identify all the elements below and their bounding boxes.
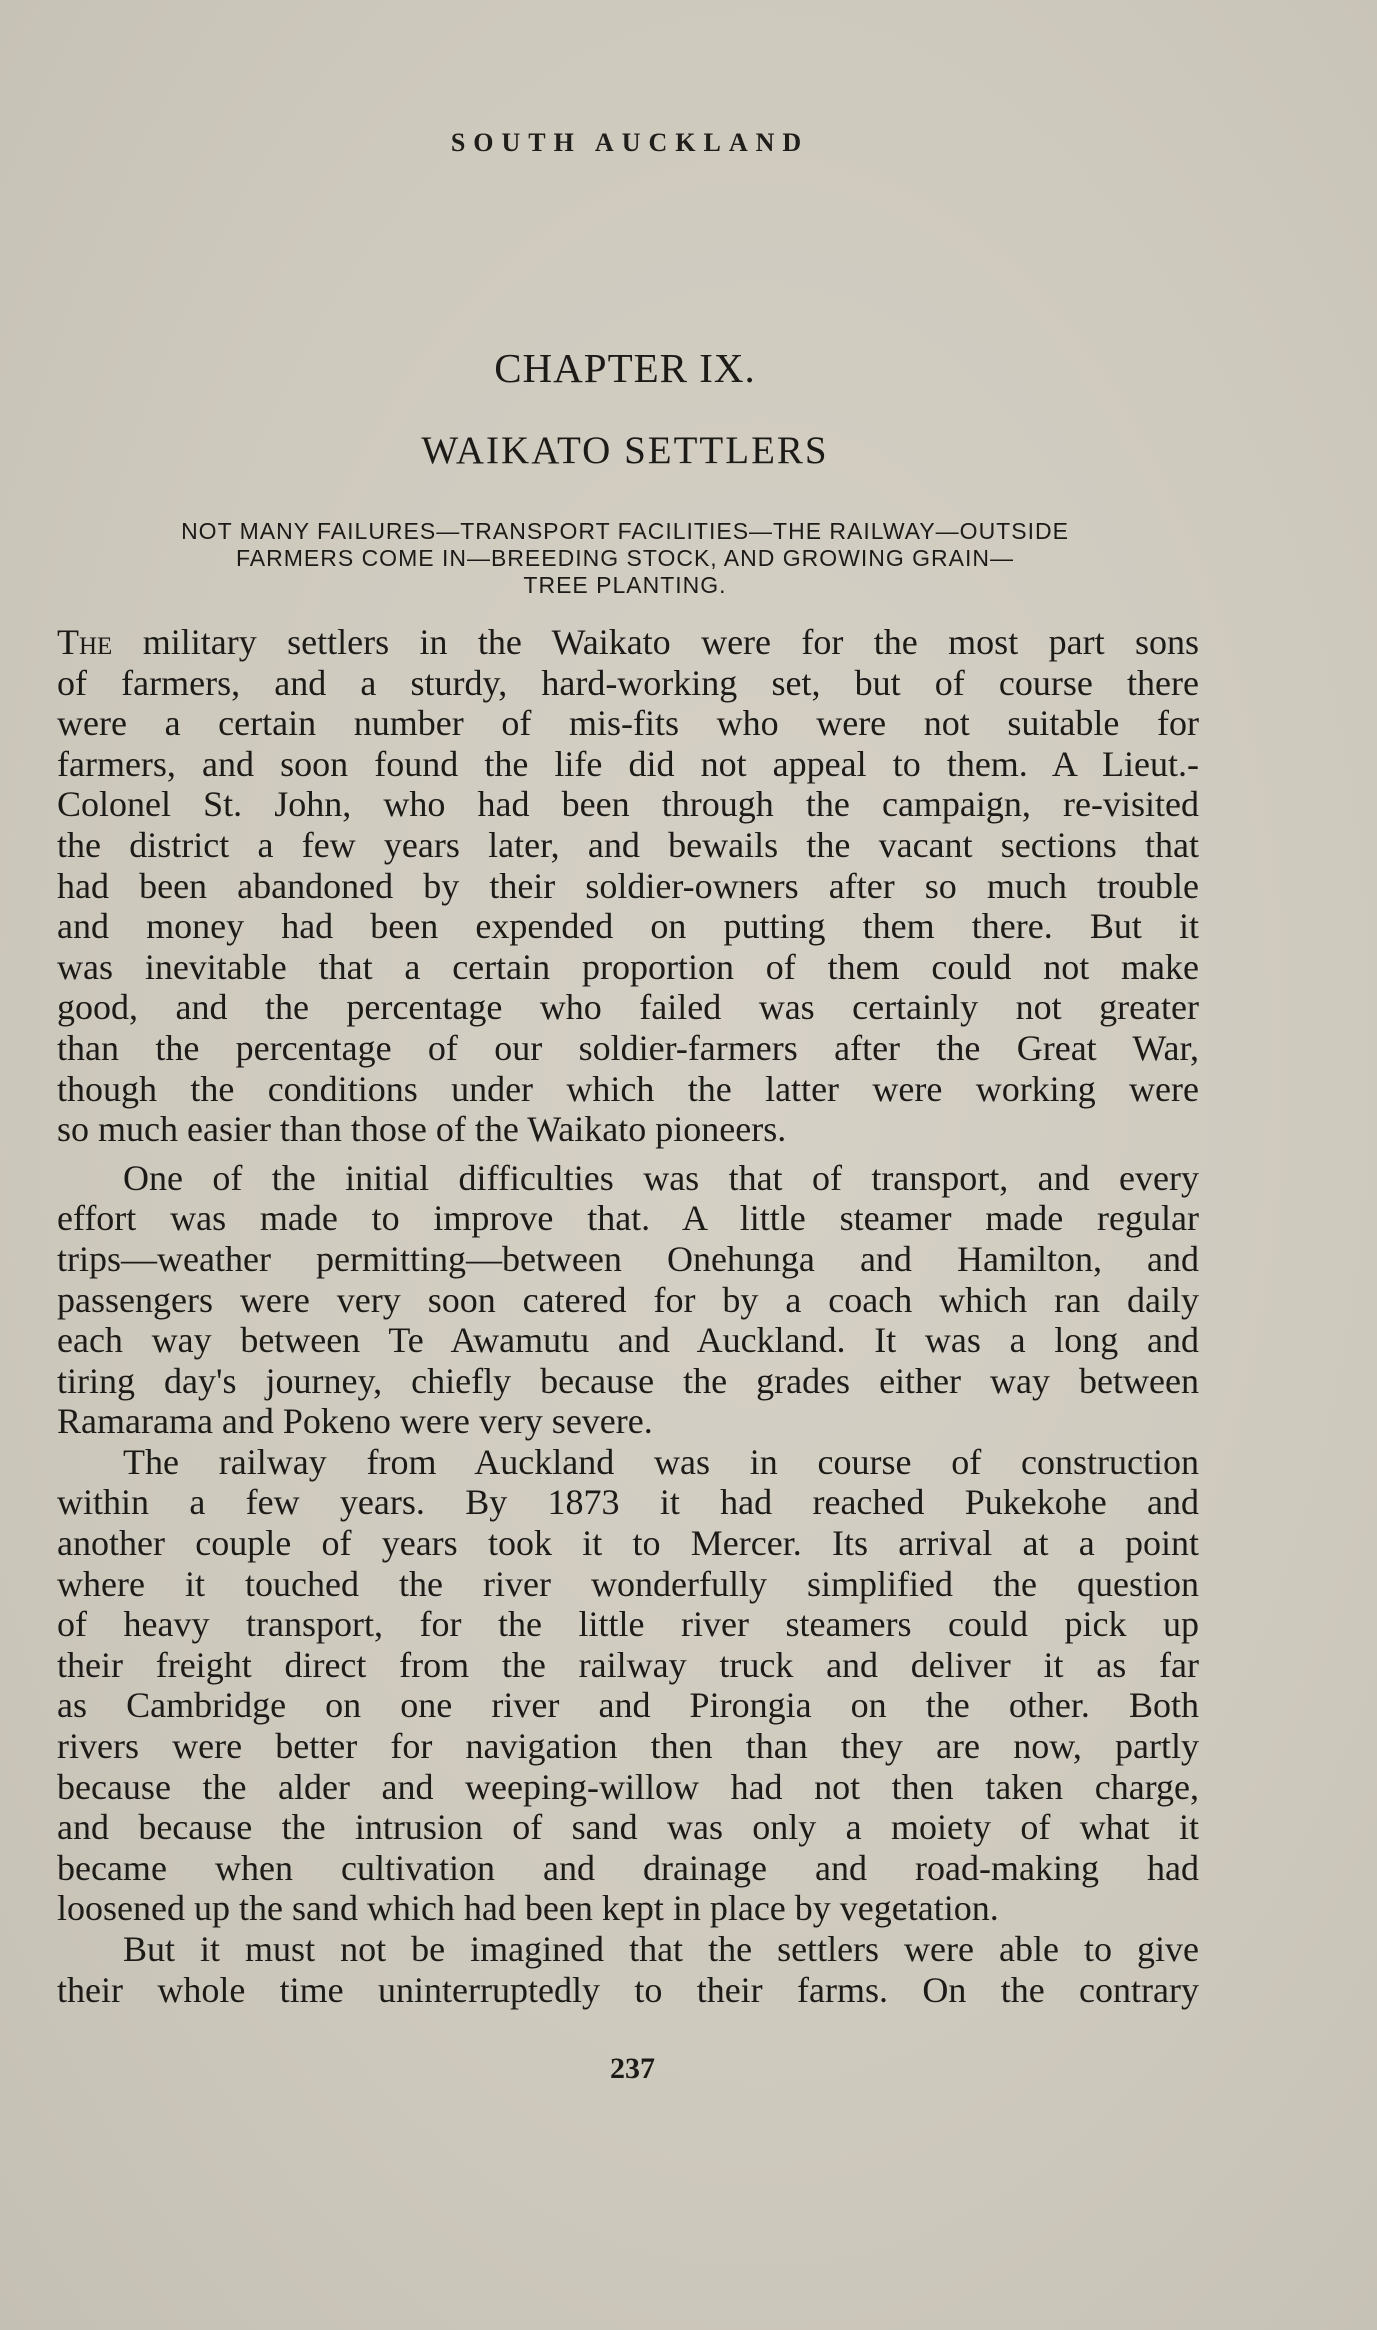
text-line: passengers were very soon catered for by a coach which ran daily (57, 1279, 1199, 1320)
text-line: of heavy transport, for the little river steamers could pick up (57, 1604, 1199, 1645)
text-line: had been abandoned by their soldier-owners after so much trouble (57, 865, 1199, 906)
text-line: One of the initial difficulties was that of transport, and every (123, 1157, 1199, 1198)
lead-word: The (57, 622, 113, 662)
synopsis-line: TREE PLANTING. (523, 572, 727, 598)
paragraph (57, 1442, 1199, 1929)
text-line: rivers were better for navigation then than they are now, partly (57, 1726, 1199, 1767)
text-line: became when cultivation and drainage and road-making had (57, 1847, 1199, 1888)
text-line: another couple of years took it to Mercer. Its arrival at a point (57, 1523, 1199, 1564)
text-line: The military settlers in the Waikato were for the most part sons (57, 622, 1199, 662)
text-line: so much easier than those of the Waikato pioneers. (57, 1109, 787, 1150)
text-line: and money had been expended on putting them there. But it (57, 906, 1199, 947)
paragraph (57, 622, 1199, 1150)
text-line: because the alder and weeping-willow had not then taken charge, (57, 1766, 1199, 1807)
text-line: the district a few years later, and bewails the vacant sections that (57, 824, 1199, 865)
body-text (57, 622, 1199, 2010)
text-line: their whole time uninterruptedly to their farms. On the contrary (57, 1969, 1199, 2010)
text-line: effort was made to improve that. A little steamer made regular (57, 1198, 1199, 1239)
text-line: within a few years. By 1873 it had reached Pukekohe and (57, 1482, 1199, 1523)
text-line: Colonel St. John, who had been through the campaign, re-visited (57, 784, 1199, 825)
text-line: trips—weather permitting—between Onehunga and Hamilton, and (57, 1238, 1199, 1279)
synopsis-line: FARMERS COME IN—BREEDING STOCK, AND GROWING GRAIN— (236, 545, 1014, 571)
paragraph (57, 1158, 1199, 1442)
text-line: The railway from Auckland was in course of construction (123, 1441, 1199, 1482)
chapter-synopsis (60, 518, 1190, 599)
chapter-title: WAIKATO SETTLERS (421, 429, 829, 472)
text-line: where it touched the river wonderfully simplified the question (57, 1563, 1199, 1604)
chapter-number: CHAPTER IX. (494, 345, 756, 391)
text-line: Ramarama and Pokeno were very severe. (57, 1401, 653, 1442)
paragraph (57, 1929, 1199, 2010)
text-line: good, and the percentage who failed was certainly not greater (57, 987, 1199, 1028)
text-line: each way between Te Awamutu and Auckland. It was a long and (57, 1320, 1199, 1361)
synopsis-line: NOT MANY FAILURES—TRANSPORT FACILITIES—THE RAILWAY—OUTSIDE (181, 518, 1069, 544)
text-line: But it must not be imagined that the settlers were able to give (123, 1929, 1199, 1969)
text-line: was inevitable that a certain proportion of them could not make (57, 946, 1199, 987)
text-line: farmers, and soon found the life did not appeal to them. A Lieut.- (57, 743, 1199, 784)
text-line: and because the intrusion of sand was only a moiety of what it (57, 1807, 1199, 1848)
text-line: loosened up the sand which had been kept in place by vegetation. (57, 1888, 999, 1929)
text-line: of farmers, and a sturdy, hard-working set, but of course there (57, 662, 1199, 703)
running-head: SOUTH AUCKLAND (450, 128, 810, 157)
page-number: 237 (610, 2052, 655, 2085)
text-line: tiring day's journey, chiefly because the grades either way between (57, 1360, 1199, 1401)
text-line: than the percentage of our soldier-farmers after the Great War, (57, 1027, 1199, 1068)
text-line: though the conditions under which the latter were working were (57, 1068, 1199, 1109)
text-line: as Cambridge on one river and Pirongia on the other. Both (57, 1685, 1199, 1726)
text-line: their freight direct from the railway truck and deliver it as far (57, 1644, 1199, 1685)
text-line: were a certain number of mis-fits who were not suitable for (57, 703, 1199, 744)
